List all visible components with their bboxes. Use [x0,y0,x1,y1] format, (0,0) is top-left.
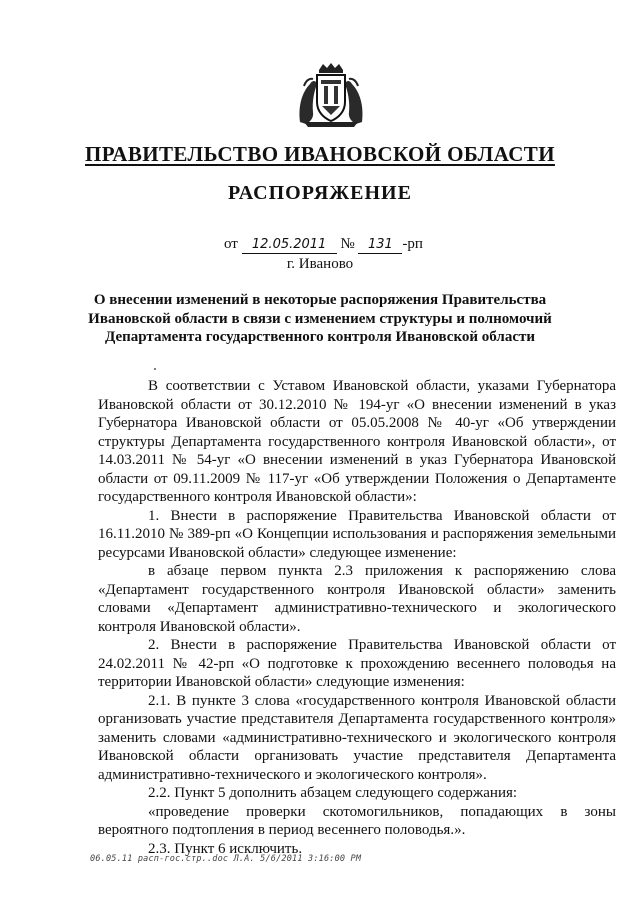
body-paragraph: 1. Внести в распоряжение Правительства Ивановской области от 16.11.2010 № 389-рп «О Концепции использования и распоряжения земельными ресурсами Ивановской области» следующее изменение: [98,507,616,561]
handwritten-date: 12.05.2011 [242,237,337,254]
document-type-title: РАСПОРЯЖЕНИЕ [228,182,412,204]
heading-line: Департамента государственного контроля Ивановской области [104,329,536,345]
heading-line: О внесении изменений в некоторые распоряжения Правительства [93,292,547,308]
number-suffix: -рп [402,236,423,252]
document-body [98,377,616,858]
coat-of-arms-emblem [296,62,366,128]
body-paragraph: в абзаце первом пункта 2.3 приложения к распоряжению слова «Департамент государственного контроля Ивановской области» заменить словами «Департамент административно-технического и экологического контроля Ивановской области». [98,563,616,635]
body-paragraph: 2.1. В пункте 3 слова «государственного контроля Ивановской области организовать участие представителя Департамента государственного контроля» заменить словами «административно-технического и экологического контроля Ивановской области организовать участие представителя Департамента административно-технического и экологического контроля». [98,692,616,783]
number-label: № [340,236,355,252]
government-title: ПРАВИТЕЛЬСТВО ИВАНОВСКОЙ ОБЛАСТИ [85,142,555,166]
body-paragraph: В соответствии с Уставом Ивановской области, указами Губернатора Ивановской области от 30.12.2010 № 194-уг «О внесении изменений в указ Губернатора Ивановской области от 05.05.2008 № 40-уг «Об утверждении структуры Департамента государственного контроля Ивановской области», от 14.03.2011 № 54-уг «О внесении изменений в указ Губернатора Ивановской области от 09.11.2009 № 117-уг «Об утверждении Положения о Департаменте государственного контроля Ивановской области»: [98,378,616,505]
body-paragraph: 2.2. Пункт 5 дополнить абзацем следующего содержания: [148,785,518,801]
heading-line: Ивановской области в связи с изменением структуры и полномочий [88,310,552,327]
body-paragraph: 2. Внести в распоряжение Правительства Ивановской области от 24.02.2011 № 42-рп «О подготовке к прохождению весеннего половодья на территории Ивановской области» следующие изменения: [98,637,616,690]
file-footer: 06.05.11 расп-гос.стр..doc Л.А. 5/6/2011 3:16:00 PM [90,854,362,864]
date-prefix: от [224,236,238,252]
body-paragraph: 2.3. Пункт 6 исключить. [148,840,303,857]
document-heading [40,291,600,347]
date-number-line [224,236,423,254]
handwritten-number: 131 [358,237,402,254]
body-paragraph: «проведение проверки скотомогильников, попадающих в зоны вероятного подтопления в период весеннего половодья.». [98,803,616,838]
stray-mark [154,368,156,370]
city-line: г. Иваново [286,256,354,272]
